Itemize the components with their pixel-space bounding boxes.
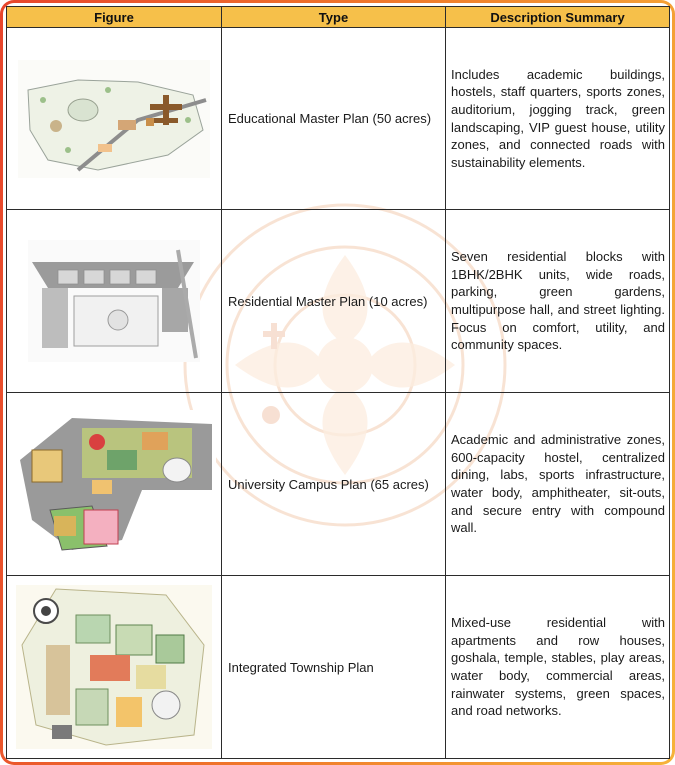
master-plans-table — [6, 6, 670, 759]
figure-cell — [7, 28, 222, 210]
educational-master-plan-map — [18, 60, 210, 178]
header-figure: Figure — [7, 7, 222, 28]
figure-cell — [7, 576, 222, 759]
table-row — [7, 393, 670, 576]
table-header-row — [7, 7, 670, 28]
header-description: Description Summary — [446, 7, 670, 28]
type-cell: Educational Master Plan (50 acres) — [222, 28, 446, 210]
type-cell: University Campus Plan (65 acres) — [222, 393, 446, 576]
university-campus-plan-map — [12, 410, 216, 558]
table-row — [7, 28, 670, 210]
description-cell: Includes academic buildings, hostels, staff quarters, sports zones, auditorium, jogging track, green landscaping, VIP guest house, utility zones, and connected roads with sustainability elements. — [446, 28, 670, 210]
figure-cell — [7, 393, 222, 576]
type-cell: Integrated Township Plan — [222, 576, 446, 759]
description-cell: Mixed-use residential with apartments and row houses, goshala, temple, stables, play areas, water body, commercial areas, rainwater systems, green spaces, and road networks. — [446, 576, 670, 759]
figure-cell — [7, 210, 222, 393]
table-row — [7, 576, 670, 759]
residential-master-plan-map — [28, 240, 200, 362]
description-cell: Academic and administrative zones, 600-capacity hostel, centralized dining, labs, sports infrastructure, water body, amphitheater, sit-outs, and secure entry with compound wall. — [446, 393, 670, 576]
type-cell: Residential Master Plan (10 acres) — [222, 210, 446, 393]
header-type: Type — [222, 7, 446, 28]
table-row — [7, 210, 670, 393]
description-cell: Seven residential blocks with 1BHK/2BHK units, wide roads, parking, green gardens, multipurpose hall, and street lighting. Focus on comfort, utility, and community spaces. — [446, 210, 670, 393]
integrated-township-plan-map — [16, 585, 212, 749]
